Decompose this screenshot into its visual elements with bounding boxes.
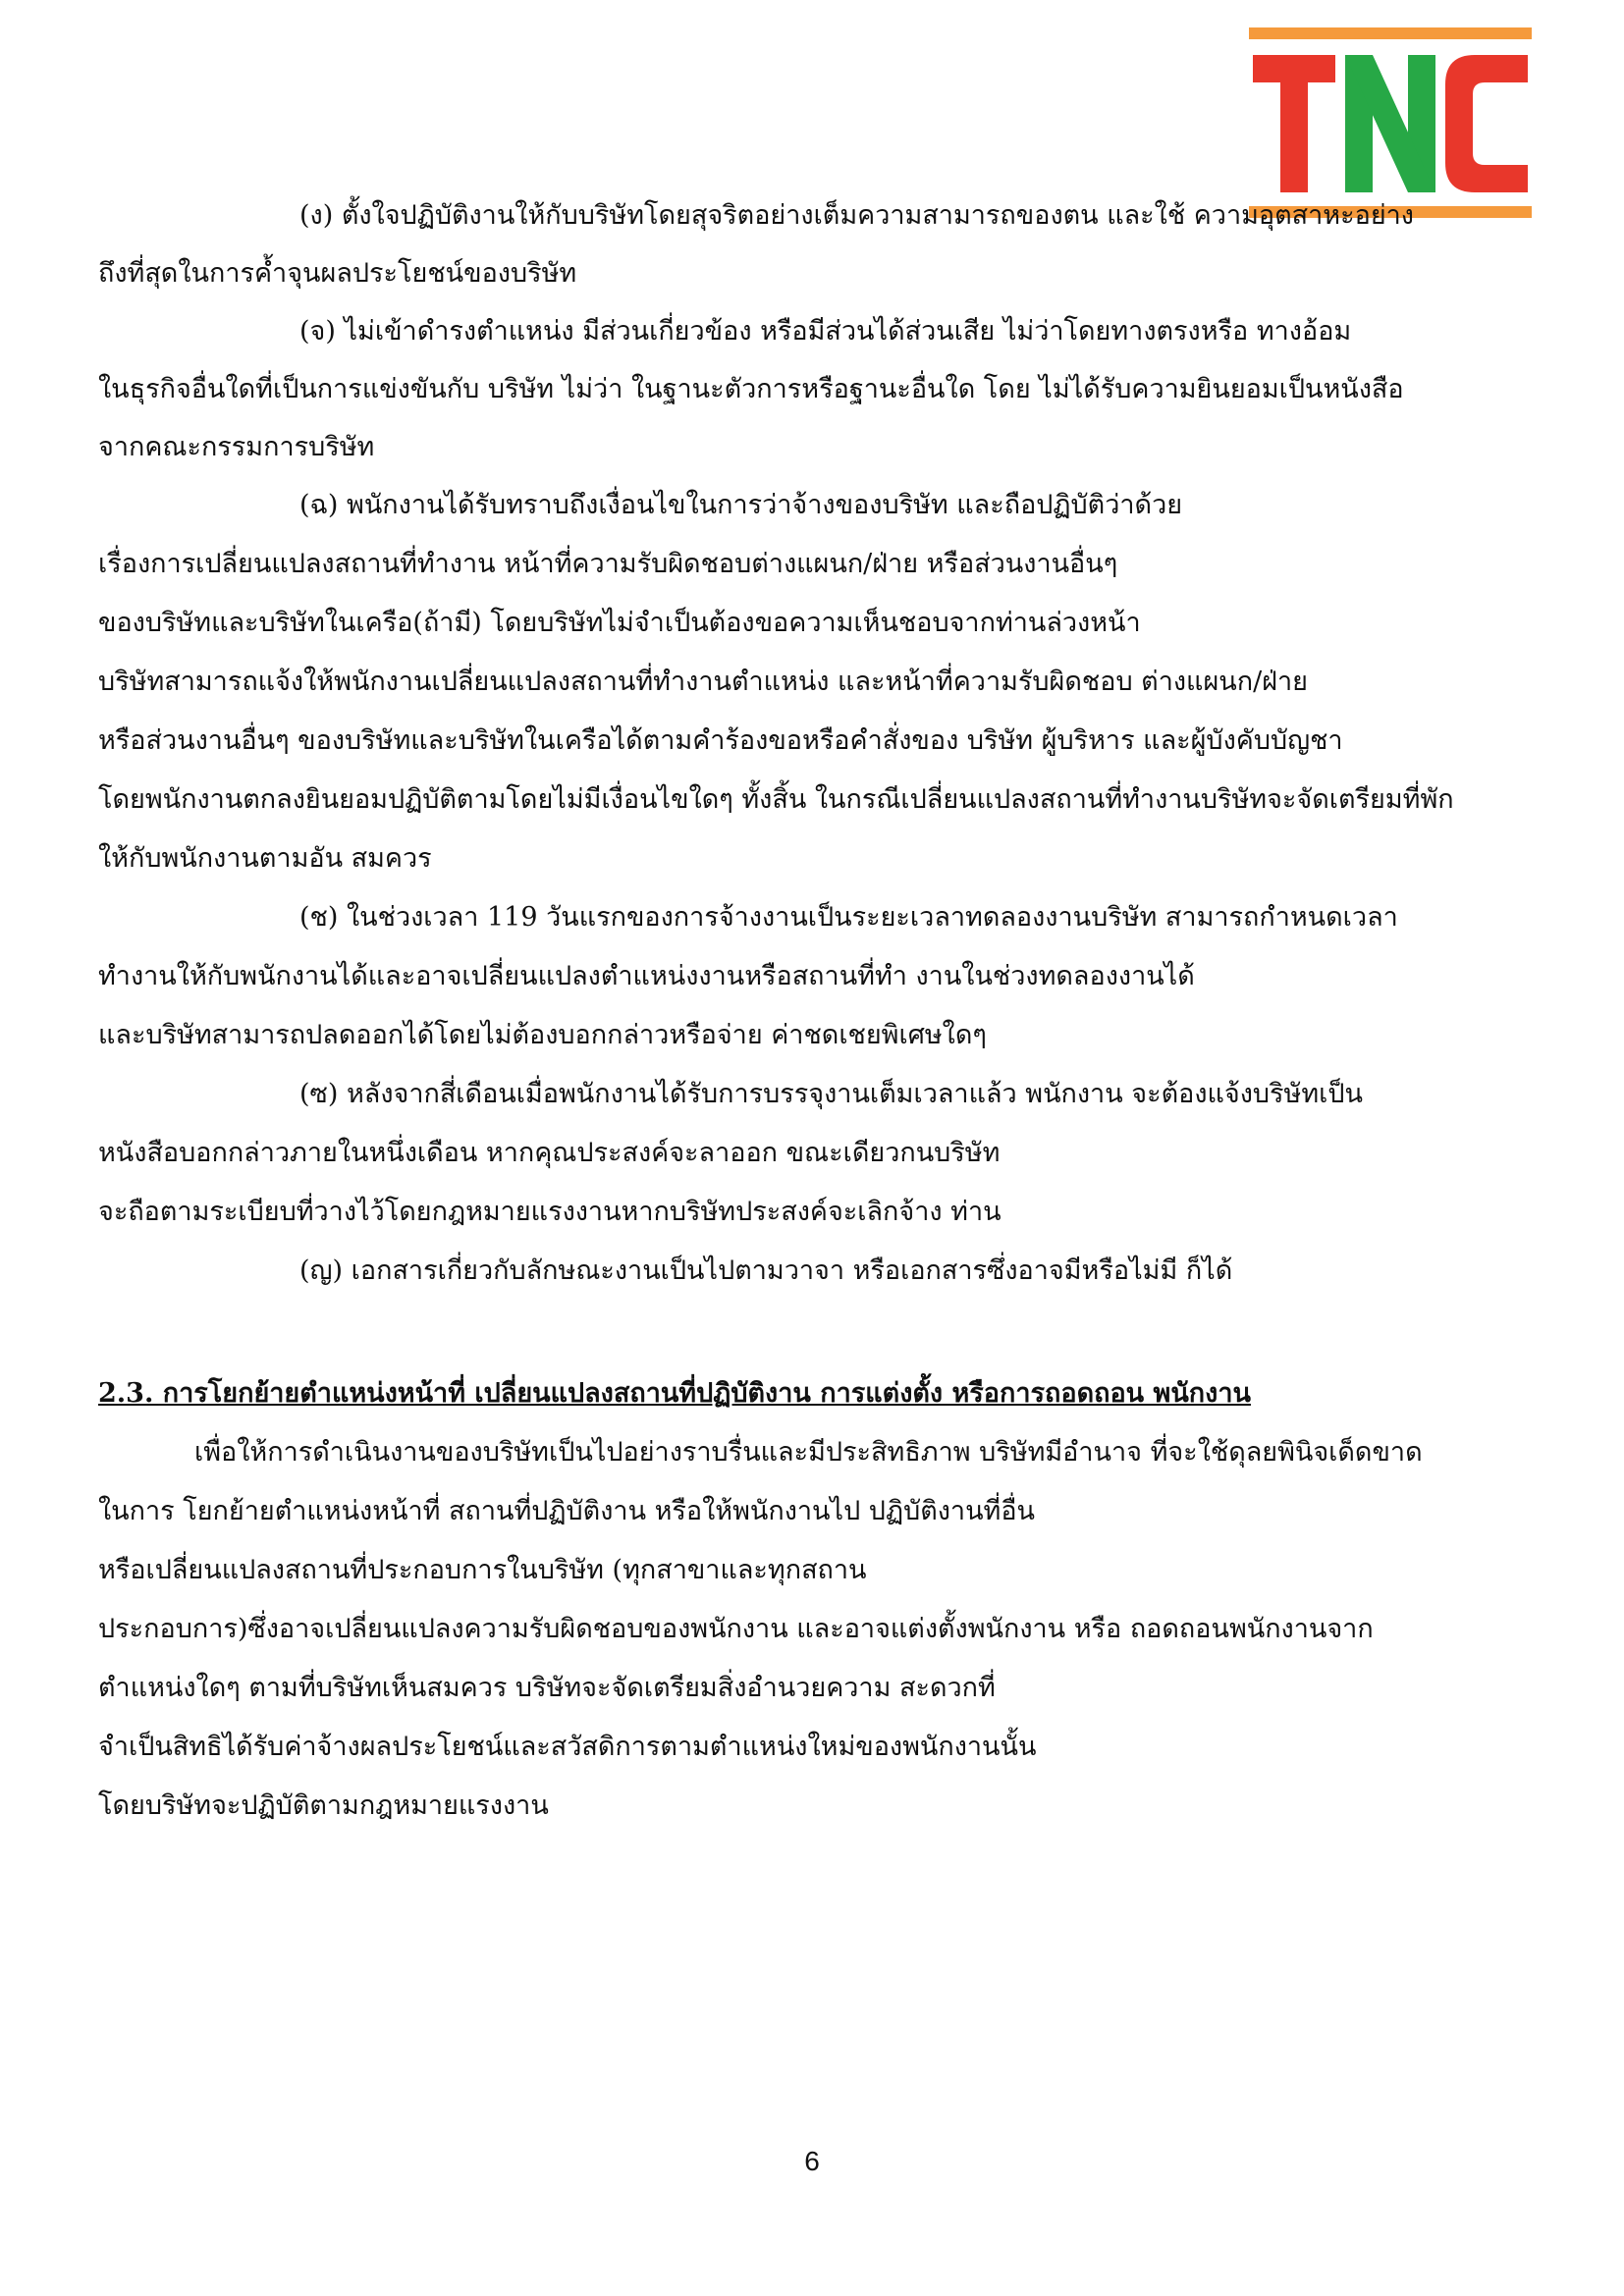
- text-line: ในธุรกิจอื่นใดที่เป็นการแข่งขันกับ บริษัท ไม่ว่า ในฐานะตัวการหรือฐานะอื่นใด โดย ไม่ได้รับความยินยอมเป็นหนังสือ: [98, 374, 1404, 404]
- text-line: (ฉ) พนักงานได้รับทราบถึงเงื่อนไขในการว่าจ้างของบริษัท และถือปฏิบัติว่าด้วย: [299, 490, 1183, 520]
- text-line: ตำแหน่งใดๆ ตามที่บริษัทเห็นสมควร บริษัทจะจัดเตรียมสิ่งอำนวยความ สะดวกที่: [98, 1673, 996, 1703]
- text-line: (ญ) เอกสารเกี่ยวกับลักษณะงานเป็นไปตามวาจา หรือเอกสารซึ่งอาจมีหรือไม่มี ก็ได้: [299, 1255, 1233, 1286]
- text-line: หรือเปลี่ยนแปลงสถานที่ประกอบการในบริษัท (ทุกสาขาและทุกสถาน: [98, 1555, 867, 1585]
- section-heading: 2.3. การโยกย้ายตำแหน่งหน้าที่ เปลี่ยนแปลงสถานที่ปฏิบัติงาน การแต่งตั้ง หรือการถอดถอน พนักงาน: [98, 1378, 1251, 1409]
- text-line: (ซ) หลังจากสี่เดือนเมื่อพนักงานได้รับการบรรจุงานเต็มเวลาแล้ว พนักงาน จะต้องแจ้งบริษัทเป็น: [299, 1079, 1363, 1109]
- logo-letter-c: [1445, 55, 1528, 192]
- text-line: ของบริษัทและบริษัทในเครือ(ถ้ามี) โดยบริษัทไม่จำเป็นต้องขอความเห็นชอบจากท่านล่วงหน้า: [98, 608, 1141, 638]
- text-line: ถึงที่สุดในการค้ำจุนผลประโยชน์ของบริษัท: [98, 258, 577, 289]
- text-line: และบริษัทสามารถปลดออกได้โดยไม่ต้องบอกกล่าวหรือจ่าย ค่าชดเชยพิเศษใดๆ: [98, 1020, 987, 1050]
- text-line: เพื่อให้การดำเนินงานของบริษัทเป็นไปอย่างราบรื่นและมีประสิทธิภาพ บริษัทมีอำนาจ ที่จะใช้ดุลยพินิจเด็ดขาด: [194, 1437, 1423, 1468]
- text-line: หนังสือบอกกล่าวภายในหนึ่งเดือน หากคุณประสงค์จะลาออก ขณะเดียวกนบริษัท: [98, 1138, 1001, 1168]
- logo-top-bar: [1249, 27, 1532, 39]
- logo-letter-t: [1253, 55, 1335, 192]
- tnc-logo: [1249, 27, 1532, 218]
- text-line: บริษัทสามารถแจ้งให้พนักงานเปลี่ยนแปลงสถานที่ทำงานตำแหน่ง และหน้าที่ความรับผิดชอบ ต่างแผนก/ฝ่าย: [98, 667, 1308, 697]
- text-line: (ง) ตั้งใจปฏิบัติงานให้กับบริษัทโดยสุจริตอย่างเต็มความสามารถของตน และใช้ ความอุตสาหะอย่าง: [299, 200, 1414, 231]
- text-line: โดยพนักงานตกลงยินยอมปฏิบัติตามโดยไม่มีเงื่อนไขใดๆ ทั้งสิ้น ในกรณีเปลี่ยนแปลงสถานที่ทำงานบริษัทจะจัดเตรียมที่พัก: [98, 784, 1454, 815]
- text-line: หรือส่วนงานอื่นๆ ของบริษัทและบริษัทในเครือได้ตามคำร้องขอหรือคำสั่งของ บริษัท ผู้บริหาร และผู้บังคับบัญชา: [98, 725, 1343, 756]
- text-line: ประกอบการ)ซึ่งอาจเปลี่ยนแปลงความรับผิดชอบของพนักงาน และอาจแต่งตั้งพนักงาน หรือ ถอดถอนพนักงานจาก: [98, 1614, 1374, 1644]
- text-line: ให้กับพนักงานตามอัน สมควร: [98, 843, 432, 874]
- text-line: ทำงานให้กับพนักงานได้และอาจเปลี่ยนแปลงตำแหน่งงานหรือสถานที่ทำ งานในช่วงทดลองงานได้: [98, 961, 1195, 991]
- text-line: (จ) ไม่เข้าดำรงตำแหน่ง มีส่วนเกี่ยวข้อง หรือมีส่วนได้ส่วนเสีย ไม่ว่าโดยทางตรงหรือ ทางอ้อม: [299, 316, 1352, 347]
- text-line: จากคณะกรรมการบริษัท: [98, 432, 375, 462]
- logo-letter-n: [1345, 55, 1435, 192]
- text-line: (ช) ในช่วงเวลา 119 วันแรกของการจ้างงานเป็นระยะเวลาทดลองงานบริษัท สามารถกำหนดเวลา: [299, 902, 1398, 933]
- text-line: จำเป็นสิทธิได้รับค่าจ้างผลประโยชน์และสวัสดิการตามตำแหน่งใหม่ของพนักงานนั้น: [98, 1732, 1037, 1762]
- page-number: 6: [804, 2146, 820, 2176]
- text-line: โดยบริษัทจะปฏิบัติตามกฎหมายแรงงาน: [98, 1790, 549, 1821]
- text-line: ในการ โยกย้ายตำแหน่งหน้าที่ สถานที่ปฏิบัติงาน หรือให้พนักงานไป ปฏิบัติงานที่อื่น: [98, 1496, 1036, 1526]
- text-line: จะถือตามระเบียบที่วางไว้โดยกฎหมายแรงงานหากบริษัทประสงค์จะเลิกจ้าง ท่าน: [98, 1197, 1001, 1227]
- text-line: เรื่องการเปลี่ยนแปลงสถานที่ทำงาน หน้าที่ความรับผิดชอบต่างแผนก/ฝ่าย หรือส่วนงานอื่นๆ: [98, 549, 1118, 579]
